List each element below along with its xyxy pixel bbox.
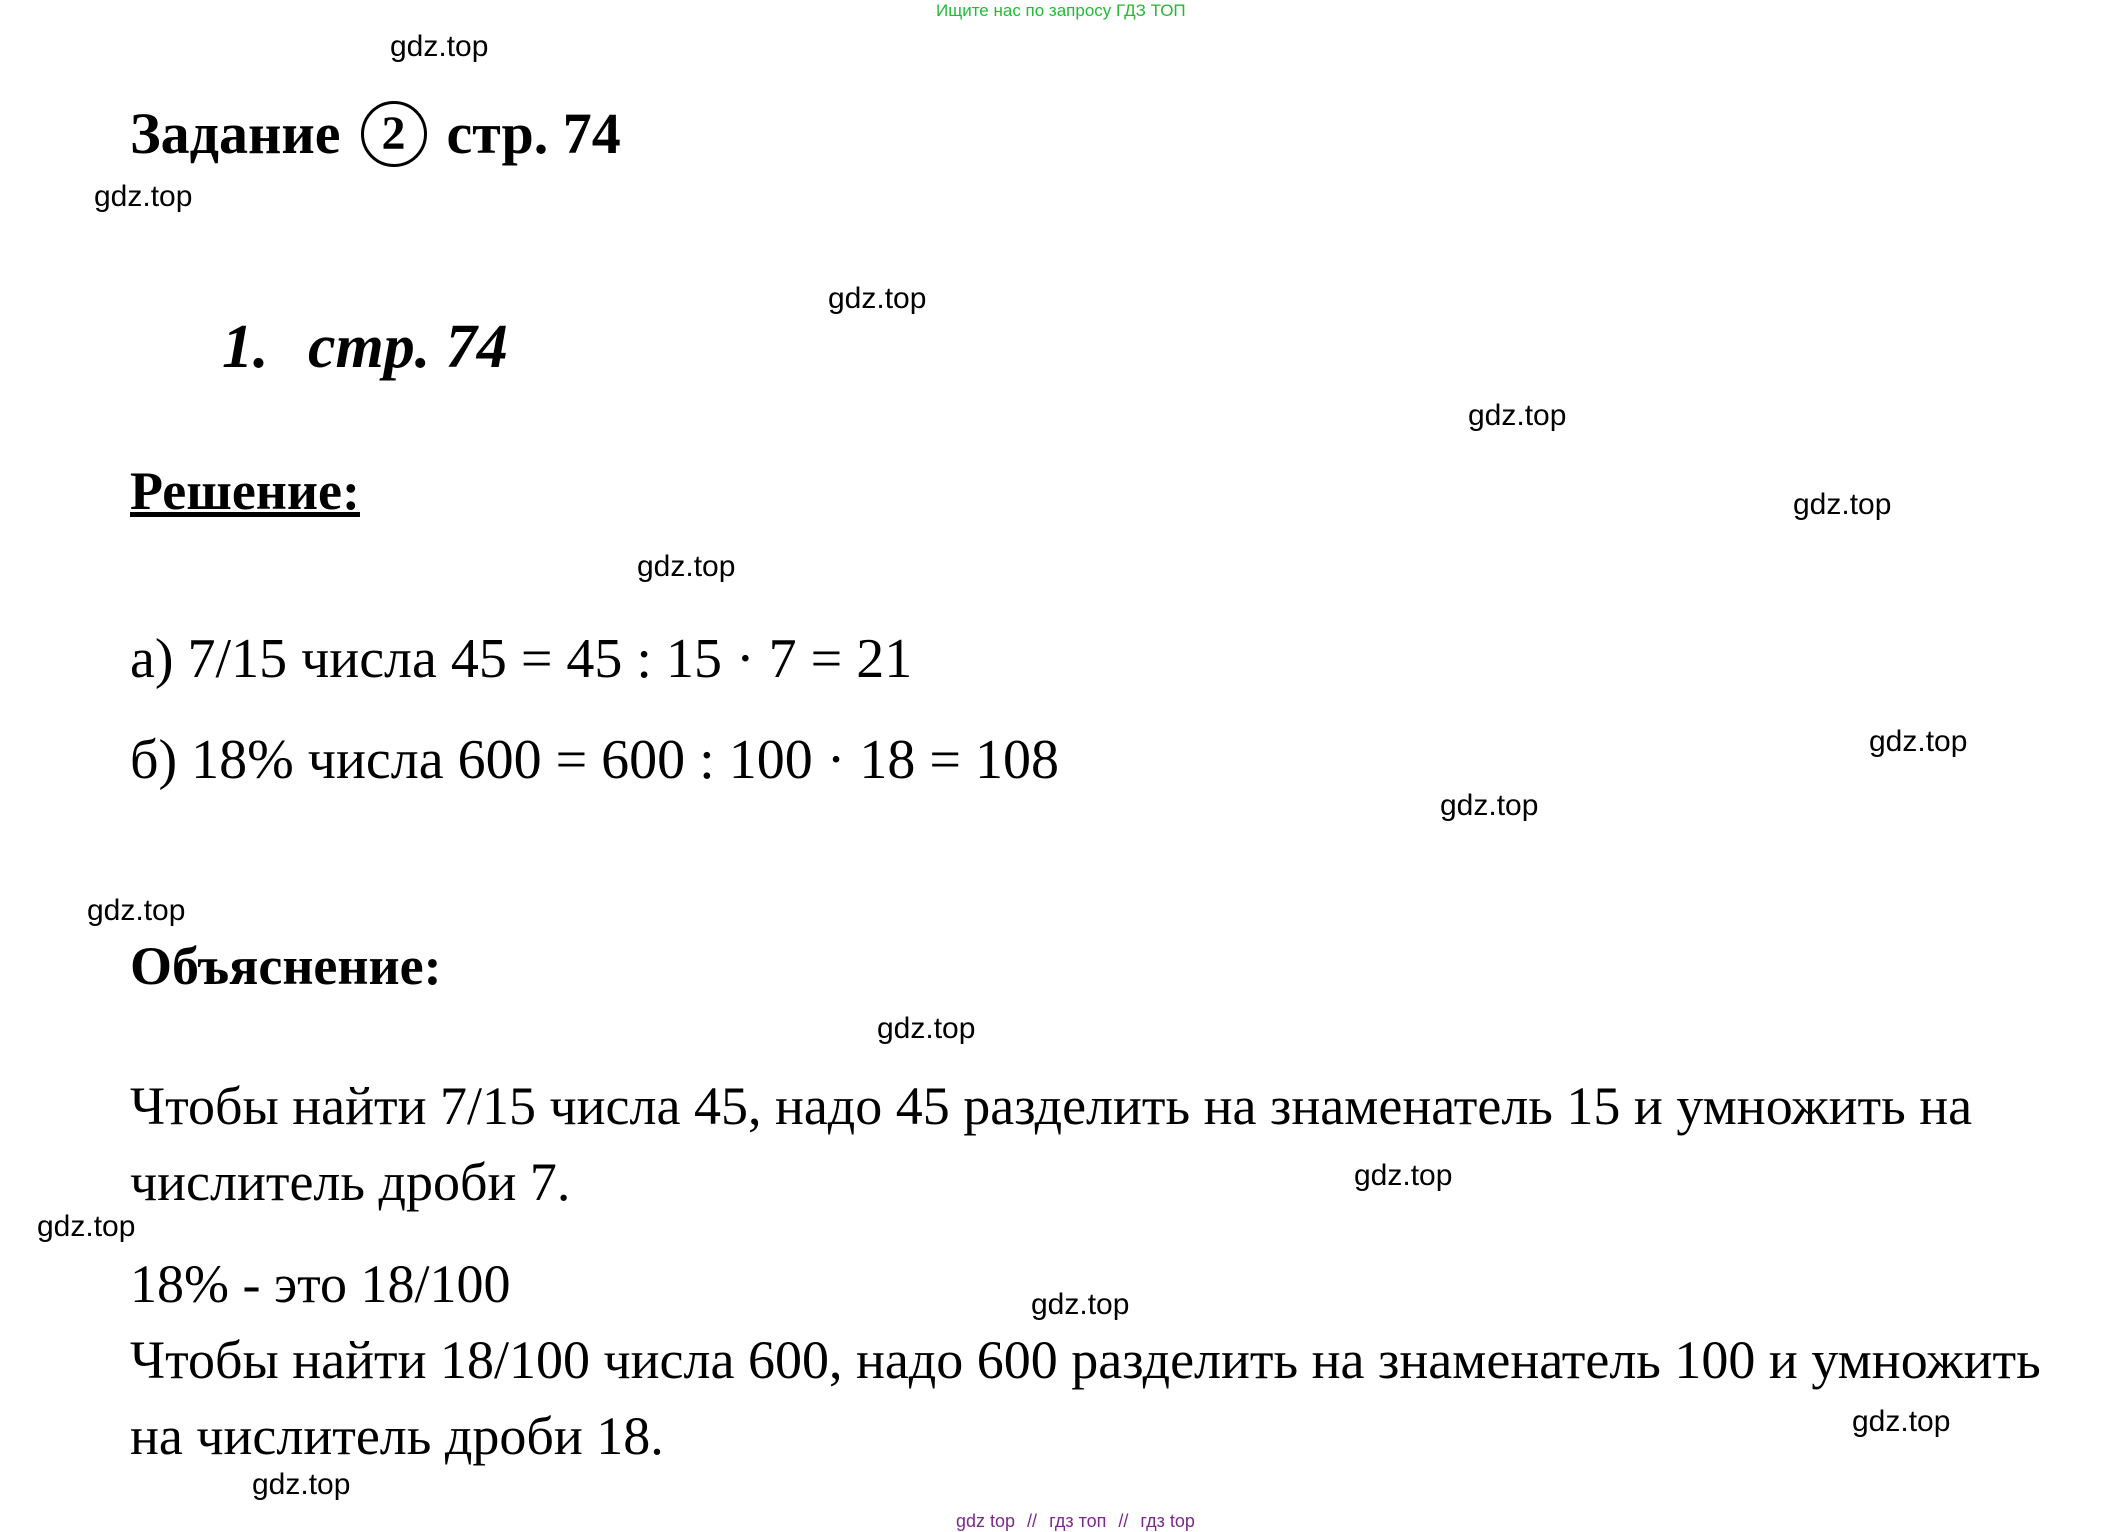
watermark: gdz.top	[1468, 399, 1567, 432]
watermark: gdz.top	[828, 282, 927, 315]
exercise-title	[222, 312, 508, 383]
solution-line-b: б) 18% числа 600 = 600 : 100 · 18 = 108	[130, 729, 1059, 791]
footer-separator: //	[1118, 1511, 1129, 1531]
watermark: gdz.top	[1440, 789, 1539, 822]
watermark: gdz.top	[1852, 1405, 1951, 1438]
title-suffix: стр. 74	[446, 101, 621, 166]
watermark: gdz.top	[1793, 488, 1892, 521]
solution-heading: Решение:	[130, 461, 360, 521]
watermark: gdz.top	[637, 550, 736, 583]
watermark: gdz.top	[1869, 725, 1968, 758]
explanation-paragraph-3: Чтобы найти 18/100 числа 600, надо 600 разделить на знаменатель 100 и умножить на числитель дроби 18.	[130, 1330, 2041, 1466]
exercise-number: 1.	[222, 313, 269, 381]
title-prefix: Задание	[130, 101, 341, 166]
watermark: gdz.top	[1031, 1288, 1130, 1321]
footer-link[interactable]: гдз топ	[1049, 1511, 1107, 1531]
explanation-paragraph-1: Чтобы найти 7/15 числа 45, надо 45 разделить на знаменатель 15 и умножить на числитель дроби 7.	[130, 1076, 1973, 1212]
footer-link[interactable]: gdz top	[956, 1511, 1016, 1531]
task-number-circle: 2	[361, 101, 427, 167]
watermark: gdz.top	[94, 180, 193, 213]
exercise-page: стр. 74	[308, 313, 508, 381]
page-title	[130, 100, 621, 167]
explanation-heading: Объяснение:	[130, 936, 442, 996]
watermark: gdz.top	[252, 1468, 351, 1501]
watermark: gdz.top	[390, 30, 489, 63]
footer-link[interactable]: гдз top	[1140, 1511, 1195, 1531]
top-banner[interactable]: Ищите нас по запросу ГДЗ ТОП	[936, 1, 1186, 20]
watermark: gdz.top	[37, 1210, 136, 1243]
watermark: gdz.top	[87, 894, 186, 927]
solution-line-a: а) 7/15 числа 45 = 45 : 15 · 7 = 21	[130, 628, 913, 690]
watermark: gdz.top	[877, 1012, 976, 1045]
footer-separator: //	[1027, 1511, 1038, 1531]
watermark: gdz.top	[1354, 1159, 1453, 1192]
explanation-paragraph-2: 18% - это 18/100	[130, 1254, 511, 1314]
